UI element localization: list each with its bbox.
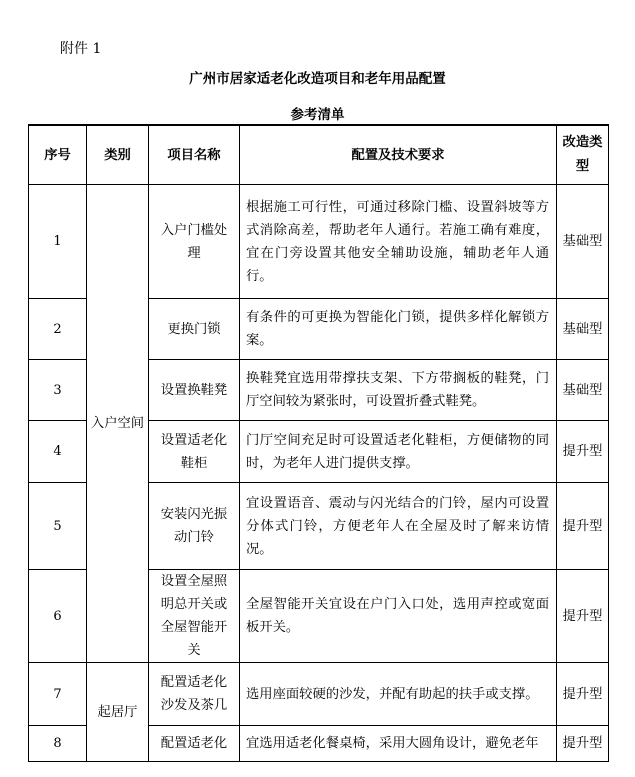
- item-name: 设置换鞋凳: [149, 360, 240, 421]
- item-requirements: 换鞋凳宜选用带撑扶支架、下方带搁板的鞋凳，门厅空间较为紧张时，可设置折叠式鞋凳。: [240, 360, 557, 421]
- item-type: 基础型: [557, 299, 609, 360]
- item-requirements: 有条件的可更换为智能化门锁，提供多样化解锁方案。: [240, 299, 557, 360]
- table-row: [29, 663, 609, 726]
- item-name: 安装闪光振动门铃: [149, 483, 240, 570]
- item-type: 提升型: [557, 483, 609, 570]
- item-type: 提升型: [557, 421, 609, 483]
- header-no: 序号: [29, 125, 87, 185]
- item-name: 设置全屋照明总开关或全屋智能开关: [149, 570, 240, 663]
- row-no: 1: [29, 185, 87, 299]
- row-no: 7: [29, 663, 87, 726]
- attachment-label: 附件 1: [60, 41, 102, 57]
- row-no: 3: [29, 360, 87, 421]
- header-category: 类别: [87, 125, 149, 185]
- item-requirements: 根据施工可行性，可通过移除门槛、设置斜坡等方式消除高差，帮助老年人通行。若施工确有难度，宜在门旁设置其他安全辅助设施，辅助老年人通行。: [240, 185, 557, 299]
- table-row: [29, 185, 609, 299]
- row-no: 5: [29, 483, 87, 570]
- config-table: [28, 124, 609, 762]
- category-cell: 起居厅: [87, 663, 149, 762]
- item-name: 配置适老化: [149, 726, 240, 762]
- table-header-row: [29, 125, 609, 185]
- item-type: 提升型: [557, 570, 609, 663]
- category-cell: 入户空间: [87, 185, 149, 663]
- item-requirements: 全屋智能开关宜设在户门入口处，选用声控或宽面板开关。: [240, 570, 557, 663]
- item-name: 配置适老化沙发及茶几: [149, 663, 240, 726]
- document-title: 广州市居家适老化改造项目和老年用品配置: [189, 71, 446, 87]
- item-type: 基础型: [557, 185, 609, 299]
- item-type: 提升型: [557, 726, 609, 762]
- item-requirements: 宜选用适老化餐桌椅，采用大圆角设计，避免老年: [240, 726, 557, 762]
- header-item-name: 项目名称: [149, 125, 240, 185]
- document-subtitle: 参考清单: [290, 107, 345, 123]
- header-requirements: 配置及技术要求: [240, 125, 557, 185]
- header-type: 改造类型: [557, 125, 609, 185]
- item-requirements: 门厅空间充足时可设置适老化鞋柜，方便储物的同时，为老年人进门提供支撑。: [240, 421, 557, 483]
- row-no: 8: [29, 726, 87, 762]
- item-name: 更换门锁: [149, 299, 240, 360]
- item-requirements: 选用座面较硬的沙发，并配有助起的扶手或支撑。: [240, 663, 557, 726]
- item-type: 基础型: [557, 360, 609, 421]
- item-name: 入户门槛处理: [149, 185, 240, 299]
- item-requirements: 宜设置语音、震动与闪光结合的门铃，屋内可设置分体式门铃，方便老年人在全屋及时了解来访情况。: [240, 483, 557, 570]
- row-no: 2: [29, 299, 87, 360]
- row-no: 6: [29, 570, 87, 663]
- item-type: 提升型: [557, 663, 609, 726]
- row-no: 4: [29, 421, 87, 483]
- item-name: 设置适老化鞋柜: [149, 421, 240, 483]
